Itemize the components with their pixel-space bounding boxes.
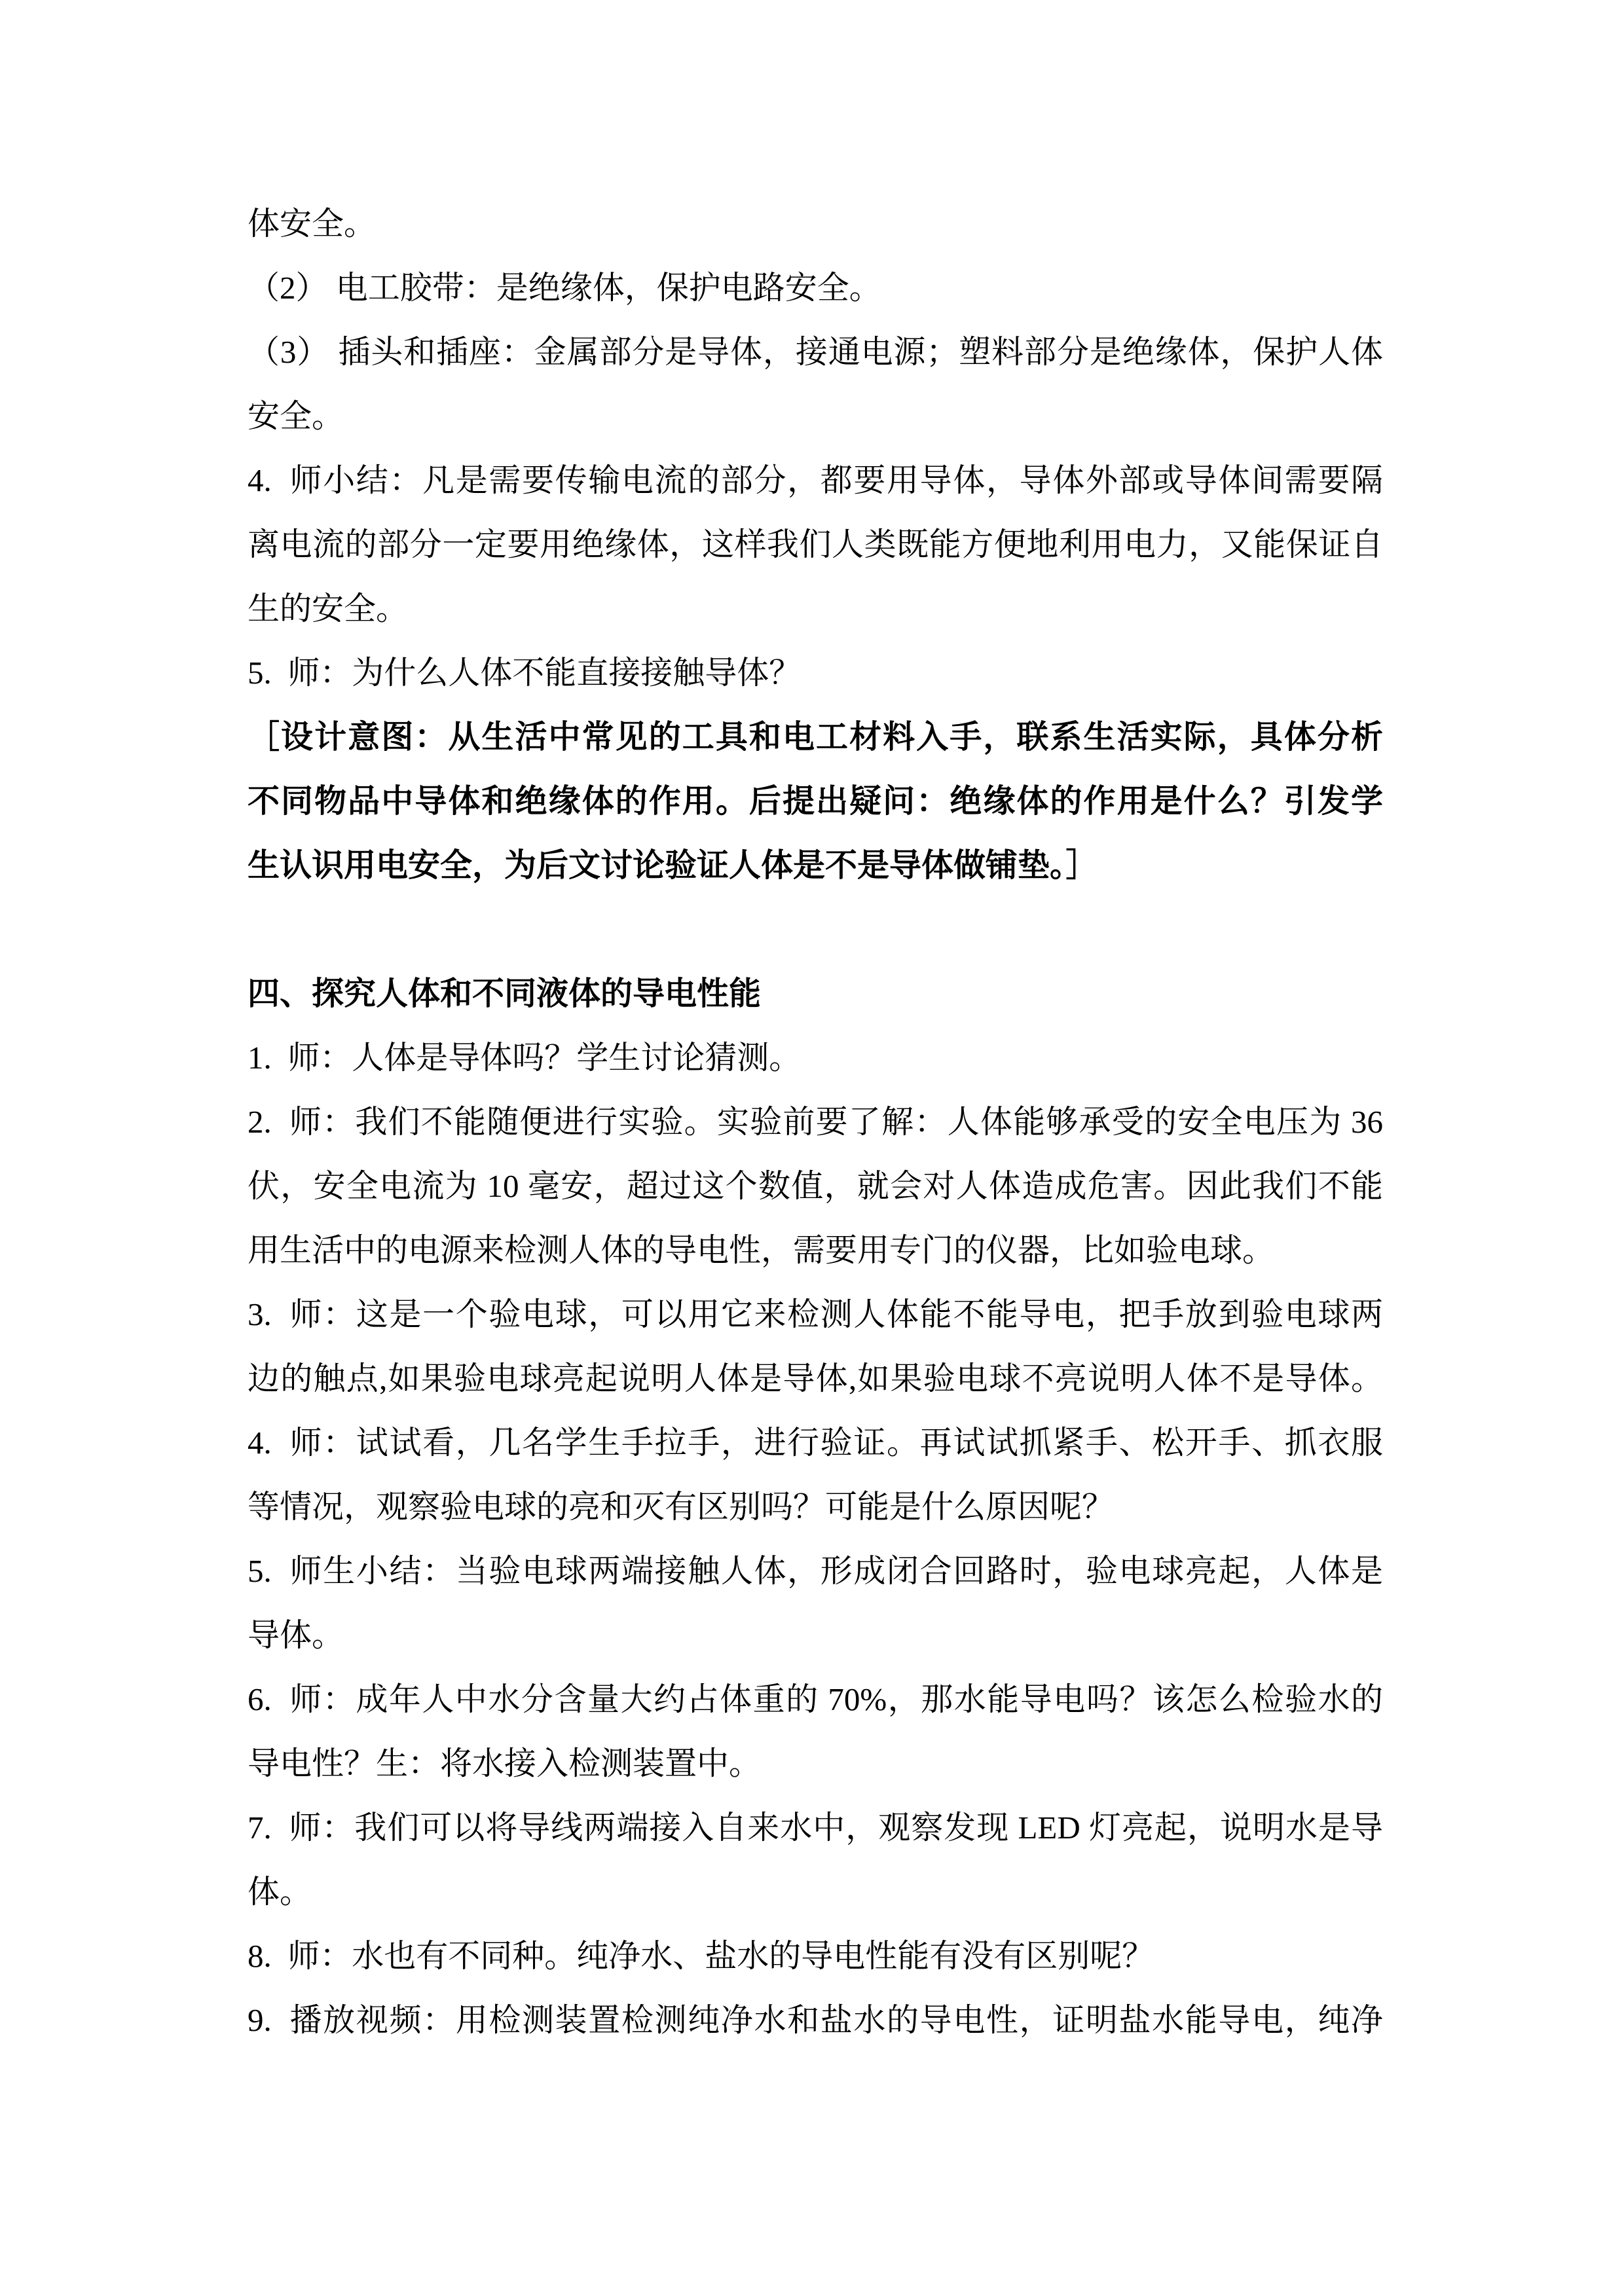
paragraph (248, 1988, 1383, 2052)
text-line: 离电流的部分一定要用绝缘体，这样我们人类既能方便地利用电力，又能保证自 (248, 526, 1383, 562)
text-line: 4. 师小结：凡是需要传输电流的部分，都要用导体，导体外部或导体间需要隔 (248, 462, 1383, 498)
paragraph (248, 1667, 1383, 1796)
design-intent-paragraph (248, 705, 1383, 898)
paragraph (248, 1924, 1383, 1988)
paragraph (248, 448, 1383, 641)
paragraph (248, 1026, 1383, 1090)
text-line: 6. 师：成年人中水分含量大约占体重的 70%，那水能导电吗？该怎么检验水的 (248, 1681, 1383, 1717)
text-line: 不同物品中导体和绝缘体的作用。后提出疑问：绝缘体的作用是什么？引发学 (248, 783, 1383, 819)
paragraph (248, 1090, 1383, 1283)
text-line: （2） 电工胶带：是绝缘体，保护电路安全。 (248, 270, 881, 306)
blank-line (248, 898, 1383, 962)
text-line: 4. 师：试试看，几名学生手拉手，进行验证。再试试抓紧手、松开手、抓衣服 (248, 1425, 1383, 1461)
text-line: 5. 师：为什么人体不能直接接触导体？ (248, 655, 802, 691)
text-line: 等情况，观察验电球的亮和灭有区别吗？可能是什么原因呢？ (248, 1489, 1115, 1525)
paragraph (248, 192, 1383, 256)
section-heading (248, 962, 1383, 1026)
paragraph (248, 320, 1383, 448)
text-line: 3. 师：这是一个验电球，可以用它来检测人体能不能导电，把手放到验电球两 (248, 1296, 1383, 1332)
text-line: 安全。 (248, 398, 344, 434)
paragraph (248, 256, 1383, 320)
text-line: 体。 (248, 1874, 312, 1910)
text-line: 5. 师生小结：当验电球两端接触人体，形成闭合回路时，验电球亮起，人体是 (248, 1553, 1383, 1589)
text-line: （3） 插头和插座：金属部分是导体，接通电源；塑料部分是绝缘体，保护人体 (248, 334, 1383, 370)
text-line: 体安全。 (248, 206, 377, 242)
text-line: 7. 师：我们可以将导线两端接入自来水中，观察发现 LED 灯亮起，说明水是导 (248, 1810, 1383, 1846)
text-line: 导电性？生：将水接入检测装置中。 (248, 1745, 762, 1781)
text-line: 导体。 (248, 1617, 344, 1653)
text-line: 生的安全。 (248, 591, 409, 627)
text-line: 边的触点,如果验电球亮起说明人体是导体,如果验电球不亮说明人体不是导体。 (248, 1360, 1383, 1396)
paragraph (248, 1411, 1383, 1539)
text-line: 2. 师：我们不能随便进行实验。实验前要了解：人体能够承受的安全电压为 36 (248, 1104, 1383, 1140)
text-line: 9. 播放视频：用检测装置检测纯净水和盐水的导电性，证明盐水能导电，纯净 (248, 2002, 1383, 2038)
paragraph (248, 1539, 1383, 1667)
text-line: 8. 师：水也有不同种。纯净水、盐水的导电性能有没有区别呢？ (248, 1938, 1154, 1974)
paragraph (248, 1283, 1383, 1411)
paragraph (248, 1796, 1383, 1924)
text-line: 四、探究人体和不同液体的导电性能 (248, 975, 762, 1011)
text-line: 生认识用电安全，为后文讨论验证人体是不是导体做铺垫。］ (248, 847, 1098, 883)
text-line: 1. 师：人体是导体吗？学生讨论猜测。 (248, 1040, 802, 1076)
text-line (248, 898, 1383, 962)
document-body (248, 192, 1383, 2052)
text-line: 用生活中的电源来检测人体的导电性，需要用专门的仪器，比如验电球。 (248, 1232, 1275, 1268)
paragraph (248, 641, 1383, 705)
text-line: 伏，安全电流为 10 毫安，超过这个数值，就会对人体造成危害。因此我们不能 (248, 1168, 1383, 1204)
text-line: ［设计意图：从生活中常见的工具和电工材料入手，联系生活实际，具体分析 (248, 719, 1383, 755)
